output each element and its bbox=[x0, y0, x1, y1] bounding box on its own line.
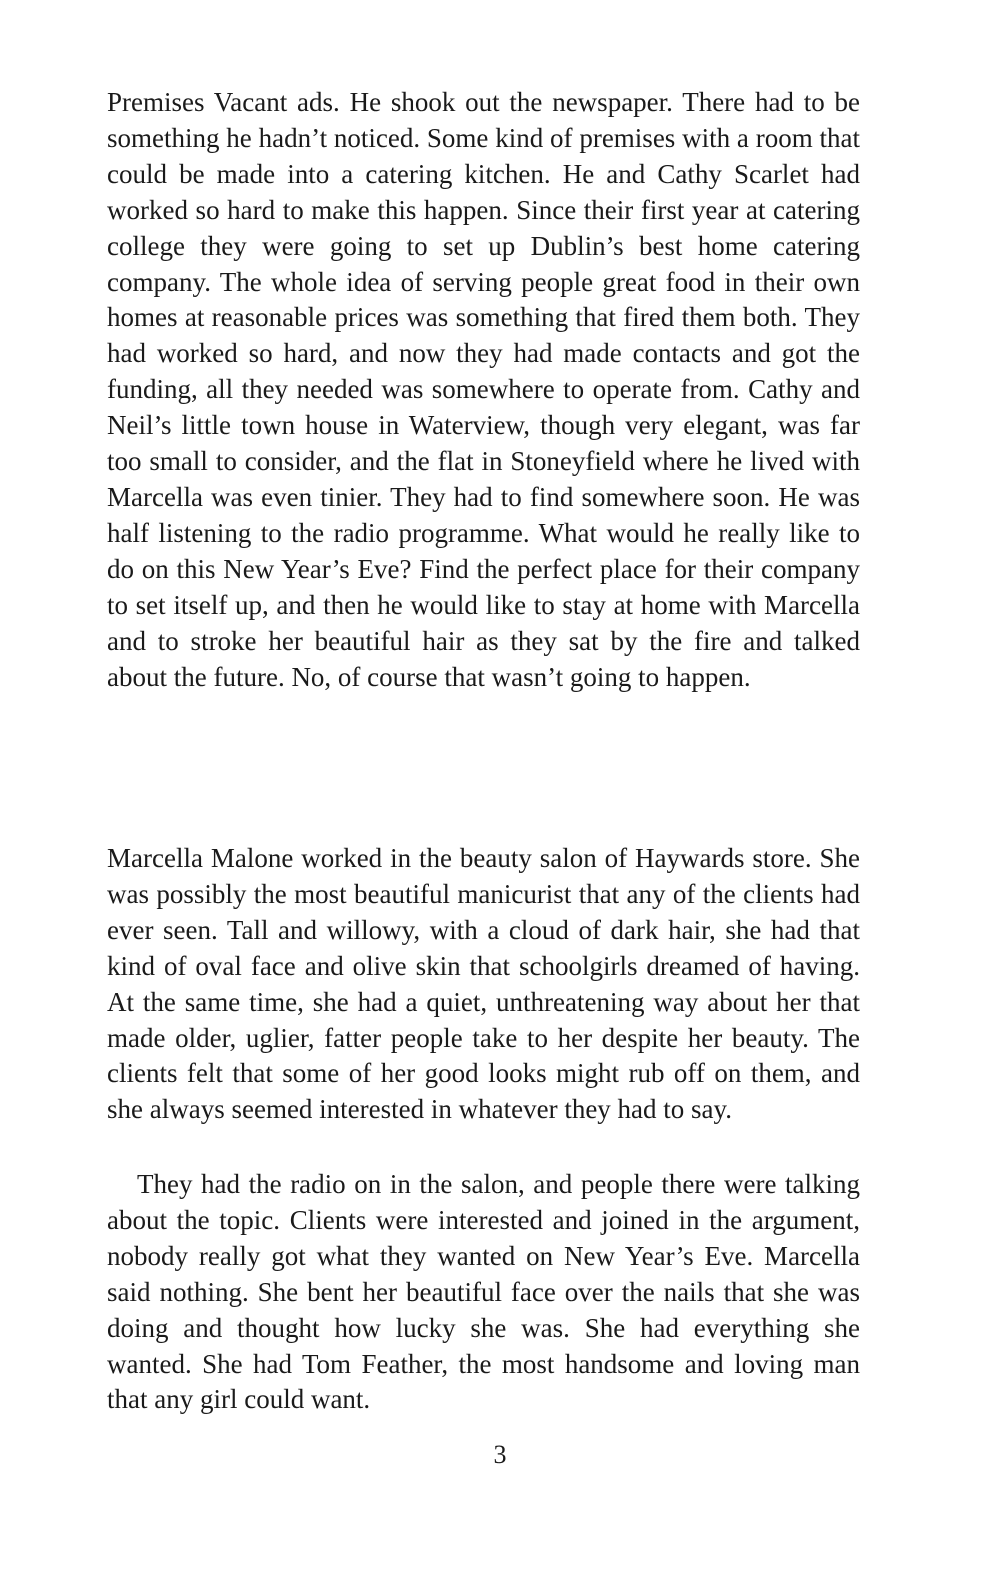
paragraph-text: They had the radio on in the salon, and people there were talking about the topic. Clients were interested and joined in the argument, nobody really got what they wanted on New Year’s Eve. Marcella said nothing. She bent her beautiful face over the nails that she was doing and thought how lucky she was. She had everything she wanted. She had Tom Feather, the most handsome and loving man that any girl could want. bbox=[107, 1169, 860, 1415]
paragraph-marcella-intro bbox=[107, 841, 860, 1128]
paragraph-continued bbox=[107, 85, 860, 695]
paragraph-salon-radio bbox=[107, 1167, 860, 1418]
paragraph-text: Premises Vacant ads. He shook out the newspaper. There had to be something he hadn’t noticed. Some kind of premises with a room that could be made into a catering kitchen. He and Cathy Scarlet had worked so hard to make this happen. Since their first year at catering college they were going to set up Dublin’s best home catering company. The whole idea of serving people great food in their own homes at reasonable prices was something that fired them both. They had worked so hard, and now they had made contacts and got the funding, all they needed was somewhere to operate from. Cathy and Neil’s little town house in Waterview, though very elegant, was far too small to consider, and the flat in Stoneyfield where he lived with Marcella was even tinier. They had to find somewhere soon. He was half listening to the radio programme. What would he really like to do on this New Year’s Eve? Find the perfect place for their company to set itself up, and then he would like to stay at home with Marcella and to stroke her beautiful hair as they sat by the fire and talked about the future. No, of course that wasn’t going to happen. bbox=[107, 87, 860, 692]
paragraph-text: Marcella Malone worked in the beauty salon of Haywards store. She was possibly the most beautiful manicurist that any of the clients had ever seen. Tall and willowy, with a cloud of dark hair, she had that kind of oval face and olive skin that schoolgirls dreamed of having. At the same time, she had a quiet, unthreatening way about her that made older, uglier, fatter people take to her despite her beauty. The clients felt that some of her good looks might rub off on them, and she always seemed interested in whatever they had to say. bbox=[107, 843, 860, 1125]
page-number: 3 bbox=[493, 1440, 507, 1469]
